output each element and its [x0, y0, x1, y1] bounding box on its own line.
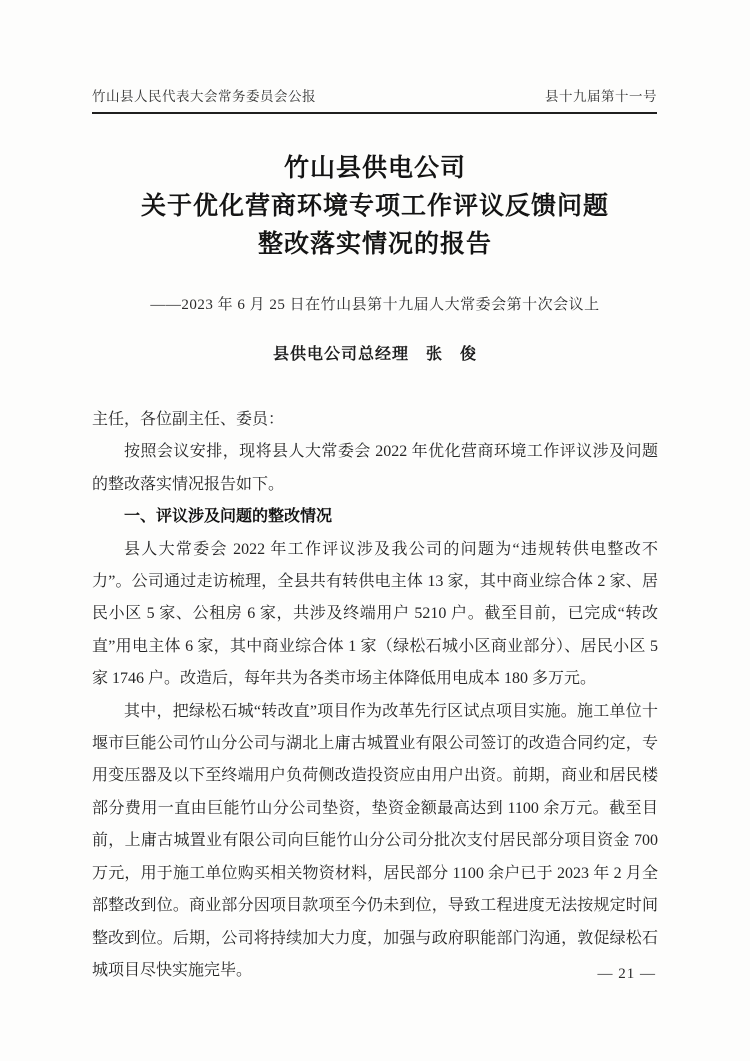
header-publication-title: 竹山县人民代表大会常务委员会公报: [92, 89, 316, 104]
section-1-heading: 一、评议涉及问题的整改情况: [124, 508, 333, 526]
page-header: [92, 85, 657, 114]
document-body: [92, 404, 658, 987]
title-line-3: 整改落实情况的报告: [257, 231, 492, 258]
salutation-paragraph: 主任，各位副主任、委员：: [92, 411, 285, 428]
page-number: — 21 —: [597, 966, 656, 982]
meeting-subtitle: ——2023 年 6 月 25 日在竹山县第十九届人大常委会第十次会议上: [150, 297, 600, 313]
title-line-2: 关于优化营商环境专项工作评议反馈问题: [140, 193, 609, 220]
title-line-1: 竹山县供电公司: [283, 155, 466, 182]
header-issue-number: 县十九届第十一号: [545, 89, 657, 104]
body-paragraph-2: 其中，把绿松石城“转改直”项目作为改革先行区试点项目实施。施工单位十堰市巨能公司竹山分公司与湖北上庸古城置业有限公司签订的改造合同约定，专用变压器及以下至终端用户负荷侧改造投资应由用户出资。前期，商业和居民楼部分费用一直由巨能竹山分公司垫资，垫资金额最高达到 1100 余万元。截至目前，上庸古城置业有限公司向巨能竹山分公司分批次支付居民部分项目资金 700 万元，用于施工单位购买相关物资材料，居民部分 1100 余户已于 2023 年 2 月全部整改到位。商业部分因项目款项至今仍未到位，导致工程进度无法按规定时间整改到位。后期，公司将持续加大力度，加强与政府职能部门沟通，敦促绿松石城项目尽快实施完毕。: [92, 702, 658, 979]
intro-paragraph: 按照会议安排，现将县人大常委会 2022 年优化营商环境工作评议涉及问题的整改落实情况报告如下。: [92, 443, 658, 493]
speaker-byline: 县供电公司总经理 张 俊: [272, 346, 477, 363]
body-paragraph-1: 县人大常委会 2022 年工作评议涉及我公司的问题为“违规转供电整改不力”。公司通过走访梳理，全县共有转供电主体 13 家，其中商业综合体 2 家、居民小区 5 家、公租房 6 家，共涉及终端用户 5210 户。截至目前，已完成“转改直”用电主体 6 家，其中商业综合体 1 家（绿松石城小区商业部分）、居民小区 5 家 1746 户。改造后，每年共为各类市场主体降低用电成本 180 多万元。: [92, 540, 658, 688]
document-title: [40, 150, 710, 264]
